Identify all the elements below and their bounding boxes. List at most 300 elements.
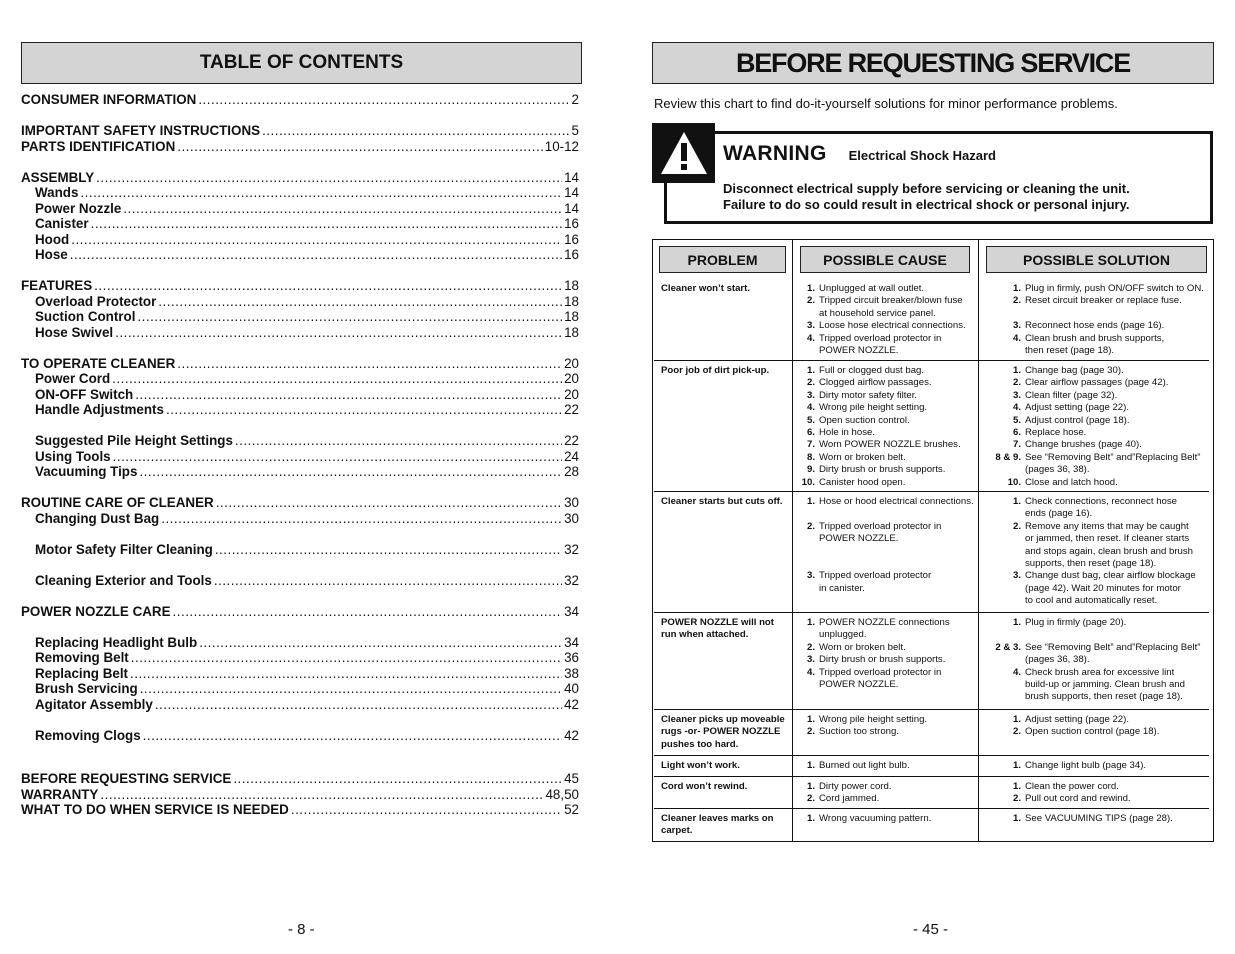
solution-line [983, 781, 1131, 793]
item-number: 3. [1012, 320, 1021, 332]
solution-line [983, 415, 1200, 427]
toc-entry-label: POWER NOZZLE CARE [21, 603, 171, 619]
toc-leader-dots [135, 387, 562, 403]
toc-entry-page: 30 [564, 510, 579, 526]
problem-cell: POWER NOZZLE will not run when attached. [661, 617, 774, 641]
cause-cell [799, 714, 927, 739]
toc-entry-label: FEATURES [21, 278, 93, 293]
toc-entry-label: Suggested Pile Height Settings [35, 433, 233, 448]
toc-entry-page: 42 [564, 696, 579, 712]
toc-entry-label: Power Nozzle [35, 200, 122, 216]
item-number: 1. [806, 760, 815, 771]
row-divider [654, 709, 1209, 710]
item-number [983, 629, 1021, 641]
toc-entry-label: Replacing Headlight Bulb [35, 634, 198, 650]
cause-cell [799, 283, 966, 357]
solution-line [983, 295, 1204, 307]
cause-line [799, 295, 966, 307]
solution-line [983, 558, 1196, 570]
solution-line [983, 813, 1173, 825]
item-number: 4. [1012, 332, 1021, 344]
toc-entry[interactable] [21, 728, 579, 744]
item-number: 1. [806, 365, 815, 376]
toc-entry-page: 20 [564, 386, 579, 402]
solution-line [983, 691, 1200, 703]
toc-entry[interactable] [21, 123, 579, 139]
toc-entry[interactable] [21, 802, 579, 818]
problem-cell: Cleaner starts but cuts off. [661, 496, 783, 507]
item-text: Clean filter (page 32). [1025, 389, 1118, 401]
item-number: 3. [1012, 389, 1021, 401]
toc-entry[interactable] [21, 511, 579, 527]
cause-cell [799, 813, 931, 825]
item-text: Clear airflow passages (page 42). [1025, 377, 1169, 389]
item-number [983, 464, 1021, 476]
item-number: 1. [806, 813, 815, 824]
toc-leader-dots [71, 232, 562, 248]
toc-leader-dots [177, 356, 562, 372]
solution-line [983, 439, 1200, 451]
item-number [799, 508, 815, 520]
toc-leader-dots [173, 604, 563, 620]
solution-line [983, 521, 1196, 533]
row-divider [654, 491, 1209, 492]
cause-line [799, 415, 961, 427]
problem-cell: Cleaner leaves marks on carpet. [661, 813, 774, 837]
item-number [799, 308, 815, 320]
toc-entry-page: 28 [564, 464, 579, 479]
solution-line [983, 595, 1196, 607]
item-text: Tripped overload protector in [819, 520, 942, 532]
item-text: in canister. [819, 582, 865, 594]
cause-line [799, 667, 950, 679]
solution-line [983, 617, 1200, 629]
item-number: 1. [806, 781, 815, 792]
toc-entry[interactable] [21, 650, 579, 666]
right-page-number: - 45 - [913, 921, 949, 938]
toc-leader-dots [131, 650, 562, 666]
item-text: Adjust setting (page 22). [1025, 402, 1129, 414]
solution-line [983, 583, 1196, 595]
toc-entry-label: IMPORTANT SAFETY INSTRUCTIONS [21, 123, 261, 138]
row-divider [654, 808, 1209, 809]
cause-line [799, 679, 950, 691]
item-text: Worn or broken belt. [819, 641, 906, 653]
toc-entry[interactable] [21, 542, 579, 558]
item-number: 10. [801, 476, 815, 488]
toc-spacer [21, 263, 579, 279]
cause-line [799, 654, 950, 666]
toc-entry[interactable] [21, 278, 579, 294]
solution-line [983, 570, 1196, 582]
row-divider [654, 612, 1209, 613]
toc-entry-page: 14 [564, 169, 579, 185]
toc-spacer [21, 557, 579, 573]
toc-entry[interactable] [21, 216, 579, 232]
item-text: Open suction control (page 18). [1025, 726, 1160, 738]
toc-entry-label: PARTS IDENTIFICATION [21, 138, 176, 154]
solution-line [983, 308, 1204, 320]
item-number: 2. [806, 520, 815, 532]
cause-cell [799, 617, 950, 691]
toc-leader-dots [158, 294, 562, 310]
problem-cell: Cord won’t rewind. [661, 781, 748, 792]
cause-line [799, 345, 966, 357]
item-text: brush supports, then reset (page 18). [1025, 691, 1183, 703]
item-text: Suction too strong. [819, 726, 899, 738]
toc-leader-dots [91, 216, 563, 232]
solution-line [983, 345, 1204, 357]
toc-entry-page: 20 [564, 355, 579, 371]
solution-line [983, 390, 1200, 402]
toc-spacer [21, 154, 579, 170]
toc-entry[interactable] [21, 309, 579, 325]
row-divider [654, 755, 1209, 756]
toc-leader-dots [235, 433, 562, 449]
cause-line [799, 570, 974, 582]
item-text: See “Removing Belt” and”Replacing Belt” [1025, 641, 1201, 653]
warning-message [723, 181, 1130, 213]
item-text: Change dust bag, clear airflow blockage [1025, 570, 1196, 582]
item-number: 8 & 9. [995, 451, 1021, 463]
item-text: Loose hose electrical connections. [819, 320, 966, 332]
item-number: 4. [1012, 666, 1021, 678]
item-number [799, 679, 815, 691]
item-text: Canister hood open. [819, 476, 906, 488]
toc-entry[interactable] [21, 139, 579, 155]
toc-entry-label: WHAT TO DO WHEN SERVICE IS NEEDED [21, 802, 289, 817]
item-text: Wrong vacuuming pattern. [819, 813, 932, 824]
item-text: Check brush area for excessive lint [1025, 666, 1175, 678]
toc-entry-page: 32 [564, 572, 579, 588]
cause-line [799, 477, 961, 489]
item-text: Hose or hood electrical connections. [819, 496, 974, 507]
toc-entry-label: TO OPERATE CLEANER [21, 355, 176, 371]
toc-entry-label: Vacuuming Tips [35, 464, 138, 479]
toc-entry[interactable] [21, 92, 579, 108]
toc-leader-dots [113, 449, 562, 465]
toc-entry-page: 34 [564, 634, 579, 650]
item-text: POWER NOZZLE. [819, 345, 899, 357]
toc-entry[interactable] [21, 697, 579, 713]
toc-entry-page: 34 [564, 603, 579, 619]
item-text: Close and latch hood. [1025, 476, 1118, 488]
item-number: 4. [806, 332, 815, 344]
toc-entry-label: Power Cord [35, 371, 111, 386]
toc-entry[interactable] [21, 433, 579, 449]
cause-line [799, 533, 974, 545]
toc-entry-page: 18 [564, 278, 579, 293]
toc-entry-label: ROUTINE CARE OF CLEANER [21, 495, 214, 510]
toc-entry-label: Overload Protector [35, 293, 157, 309]
item-text: Change brushes (page 40). [1025, 439, 1142, 451]
cause-line [799, 726, 927, 738]
column-divider [792, 240, 793, 841]
item-text: or jammed, then reset. If cleaner starts [1025, 533, 1190, 545]
solution-line [983, 654, 1200, 666]
item-text: Cord jammed. [819, 793, 880, 805]
solution-cell [983, 365, 1200, 489]
item-number: 1. [1012, 496, 1021, 507]
problem-cell: Light won’t work. [661, 760, 740, 771]
solution-line [983, 496, 1196, 508]
toc-entry[interactable] [21, 573, 579, 589]
item-text: Replace hose. [1025, 427, 1087, 439]
toc-entry-page: 18 [564, 309, 579, 324]
item-text: Tripped overload protector in [819, 666, 942, 678]
toc-entry-label: CONSUMER INFORMATION [21, 92, 197, 107]
solution-line [983, 464, 1200, 476]
solution-line [983, 533, 1196, 545]
item-text: Wrong pile height setting. [819, 714, 928, 725]
solution-line [983, 283, 1204, 295]
cause-line [799, 320, 966, 332]
toc-entry[interactable] [21, 402, 579, 418]
toc-leader-dots [198, 92, 569, 108]
solution-cell [983, 496, 1196, 608]
toc-entry[interactable] [21, 247, 579, 263]
item-text: and stops again, clean brush and brush [1025, 545, 1194, 557]
item-text: Wrong pile height setting. [819, 402, 928, 414]
toc-spacer [21, 480, 579, 496]
toc-leader-dots [177, 139, 543, 155]
toc-entry-page: 22 [564, 433, 579, 448]
item-text: ends (page 16). [1025, 508, 1093, 520]
toc-leader-dots [199, 635, 562, 651]
cause-line [799, 427, 961, 439]
toc-entry[interactable] [21, 185, 579, 201]
service-title: BEFORE REQUESTING SERVICE [652, 42, 1214, 84]
toc-entry[interactable] [21, 787, 579, 803]
toc-spacer [21, 588, 579, 604]
item-text: Clogged airflow passages. [819, 377, 932, 389]
toc-leader-dots [291, 802, 562, 818]
item-text: Dirty brush or brush supports. [819, 464, 946, 476]
header-problem: PROBLEM [659, 246, 786, 273]
toc-entry-label: Suction Control [35, 309, 136, 324]
cause-line [799, 760, 910, 772]
toc-leader-dots [215, 542, 562, 558]
header-possible-cause: POSSIBLE CAUSE [800, 246, 970, 273]
header-possible-solution: POSSIBLE SOLUTION [986, 246, 1207, 273]
item-number: 2. [1012, 726, 1021, 738]
item-number: 7. [806, 439, 815, 451]
toc-entry-page: 45 [564, 771, 579, 786]
toc-entry[interactable] [21, 294, 579, 310]
item-text: Hole in hose. [819, 427, 875, 439]
toc-entry-page: 16 [564, 231, 579, 247]
warning-subtitle: Electrical Shock Hazard [848, 148, 996, 163]
item-number [983, 345, 1021, 357]
toc-entry-label: Using Tools [35, 448, 111, 464]
solution-line [983, 760, 1146, 772]
cause-line [799, 365, 961, 377]
toc-entry-label: Replacing Belt [35, 665, 129, 681]
cause-cell [799, 781, 892, 806]
item-text: Remove any items that may be caught [1025, 520, 1189, 532]
item-number: 1. [1012, 714, 1021, 725]
toc-entry[interactable] [21, 666, 579, 682]
toc-entry-label: Motor Safety Filter Cleaning [35, 541, 213, 557]
item-text: Worn POWER NOZZLE brushes. [819, 439, 961, 451]
toc-leader-dots [80, 185, 562, 201]
item-number: 3. [806, 389, 815, 401]
item-number: 2. [806, 377, 815, 389]
item-text: Tripped overload protector in [819, 332, 942, 344]
toc-leader-dots [233, 771, 562, 787]
toc-leader-dots [130, 666, 562, 682]
toc-entry[interactable] [21, 356, 579, 372]
item-text: Dirty brush or brush supports. [819, 654, 946, 666]
item-text: Dirty power cord. [819, 781, 892, 792]
item-number [983, 533, 1021, 545]
toc-entry-label: ON-OFF Switch [35, 386, 134, 402]
toc-entry[interactable] [21, 371, 579, 387]
item-number [799, 546, 815, 558]
item-number [799, 533, 815, 545]
toc-entry[interactable] [21, 681, 579, 697]
toc-entry[interactable] [21, 170, 579, 186]
item-number: 1. [1012, 781, 1021, 792]
toc-entry[interactable] [21, 771, 579, 787]
toc-entry[interactable] [21, 449, 579, 465]
toc-entry-label: Agitator Assembly [35, 696, 153, 712]
solution-cell [983, 781, 1131, 806]
cause-cell [799, 365, 961, 489]
item-text: to cool and automatically reset. [1025, 595, 1158, 607]
item-number: 3. [806, 570, 815, 582]
solution-line [983, 365, 1200, 377]
solution-line [983, 629, 1200, 641]
toc-entry-label: Removing Belt [35, 650, 129, 665]
solution-line [983, 546, 1196, 558]
cause-line [799, 452, 961, 464]
item-number: 1. [1012, 365, 1021, 376]
toc-leader-dots [143, 728, 562, 744]
item-text: Burned out light bulb. [819, 760, 910, 771]
item-number [983, 508, 1021, 520]
solution-line [983, 452, 1200, 464]
toc-entry-page: 20 [564, 371, 579, 386]
toc-entry[interactable] [21, 604, 579, 620]
toc-entry-label: Hose [35, 247, 68, 262]
toc-entry[interactable] [21, 387, 579, 403]
toc-spacer [21, 743, 579, 771]
cause-line [799, 283, 966, 295]
item-text: Clean the power cord. [1025, 781, 1119, 792]
item-text: Adjust control (page 18). [1025, 414, 1130, 426]
toc-spacer [21, 340, 579, 356]
item-text: POWER NOZZLE. [819, 533, 899, 545]
item-text: Unplugged at wall outlet. [819, 283, 925, 294]
item-number: 2. [806, 726, 815, 738]
cause-cell [799, 760, 910, 772]
toc-entry-page: 2 [571, 92, 579, 107]
solution-line [983, 667, 1200, 679]
item-text: Clean brush and brush supports, [1025, 332, 1165, 344]
toc-entry-label: Cleaning Exterior and Tools [35, 572, 212, 588]
item-text: unplugged. [819, 629, 867, 641]
solution-cell [983, 617, 1200, 704]
cause-line [799, 308, 966, 320]
toc-entry[interactable] [21, 325, 579, 341]
cause-line [799, 642, 950, 654]
toc-entry[interactable] [21, 495, 579, 511]
item-text: Pull out cord and rewind. [1025, 793, 1131, 805]
problem-cell: Cleaner picks up moveable rugs -or- POWER NOZZLE pushes too hard. [661, 714, 785, 750]
item-number: 1. [1012, 813, 1021, 824]
solution-line [983, 642, 1200, 654]
cause-line [799, 333, 966, 345]
item-number [799, 583, 815, 595]
item-number [983, 583, 1021, 595]
item-number: 2. [806, 295, 815, 307]
toc-leader-dots [115, 325, 562, 341]
item-number: 1. [806, 496, 815, 507]
cause-line [799, 813, 931, 825]
toc-entry-label: Changing Dust Bag [35, 510, 160, 526]
item-number: 1. [1012, 760, 1021, 771]
item-text: Tripped overload protector [819, 570, 932, 582]
solution-line [983, 679, 1200, 691]
toc-entry[interactable] [21, 201, 579, 217]
item-text: Adjust setting (page 22). [1025, 714, 1129, 725]
toc-entry-label: Wands [35, 185, 79, 200]
toc-leader-dots [139, 464, 562, 480]
left-page-number: - 8 - [288, 921, 315, 938]
toc-leader-dots [70, 247, 562, 263]
solution-cell [983, 813, 1173, 825]
solution-line [983, 726, 1159, 738]
toc-entry-page: 48,50 [545, 786, 579, 802]
cause-cell [799, 496, 974, 595]
cause-line [799, 629, 950, 641]
solution-cell [983, 760, 1146, 772]
item-number: 7. [1012, 439, 1021, 451]
item-number: 1. [1012, 617, 1021, 628]
toc-entry-label: Brush Servicing [35, 681, 138, 696]
item-number: 3. [806, 320, 815, 332]
row-divider [654, 776, 1209, 777]
item-number [983, 308, 1021, 320]
toc-entry-page: 18 [564, 293, 579, 309]
solution-line [983, 402, 1200, 414]
item-number [983, 595, 1021, 607]
item-number: 5. [806, 414, 815, 426]
item-text: Dirty motor safety filter. [819, 389, 918, 401]
toc-entry-page: 10-12 [544, 138, 579, 154]
item-text: See VACUUMING TIPS (page 28). [1025, 813, 1173, 824]
toc-leader-dots [155, 697, 562, 713]
toc-entry[interactable] [21, 464, 579, 480]
item-text: (page 42). Wait 20 minutes for motor [1025, 582, 1181, 594]
toc-entry[interactable] [21, 635, 579, 651]
solution-line [983, 320, 1204, 332]
item-number [983, 654, 1021, 666]
solution-line [983, 508, 1196, 520]
toc-entry-page: 40 [564, 681, 579, 696]
item-number [983, 558, 1021, 570]
item-number: 6. [1012, 427, 1021, 439]
toc-leader-dots [96, 170, 562, 186]
toc-leader-dots [216, 495, 562, 511]
toc-entry[interactable] [21, 232, 579, 248]
item-number: 2. [806, 641, 815, 653]
toc-spacer [21, 526, 579, 542]
solution-line [983, 793, 1131, 805]
item-number: 8. [806, 451, 815, 463]
toc-leader-dots [100, 787, 543, 803]
